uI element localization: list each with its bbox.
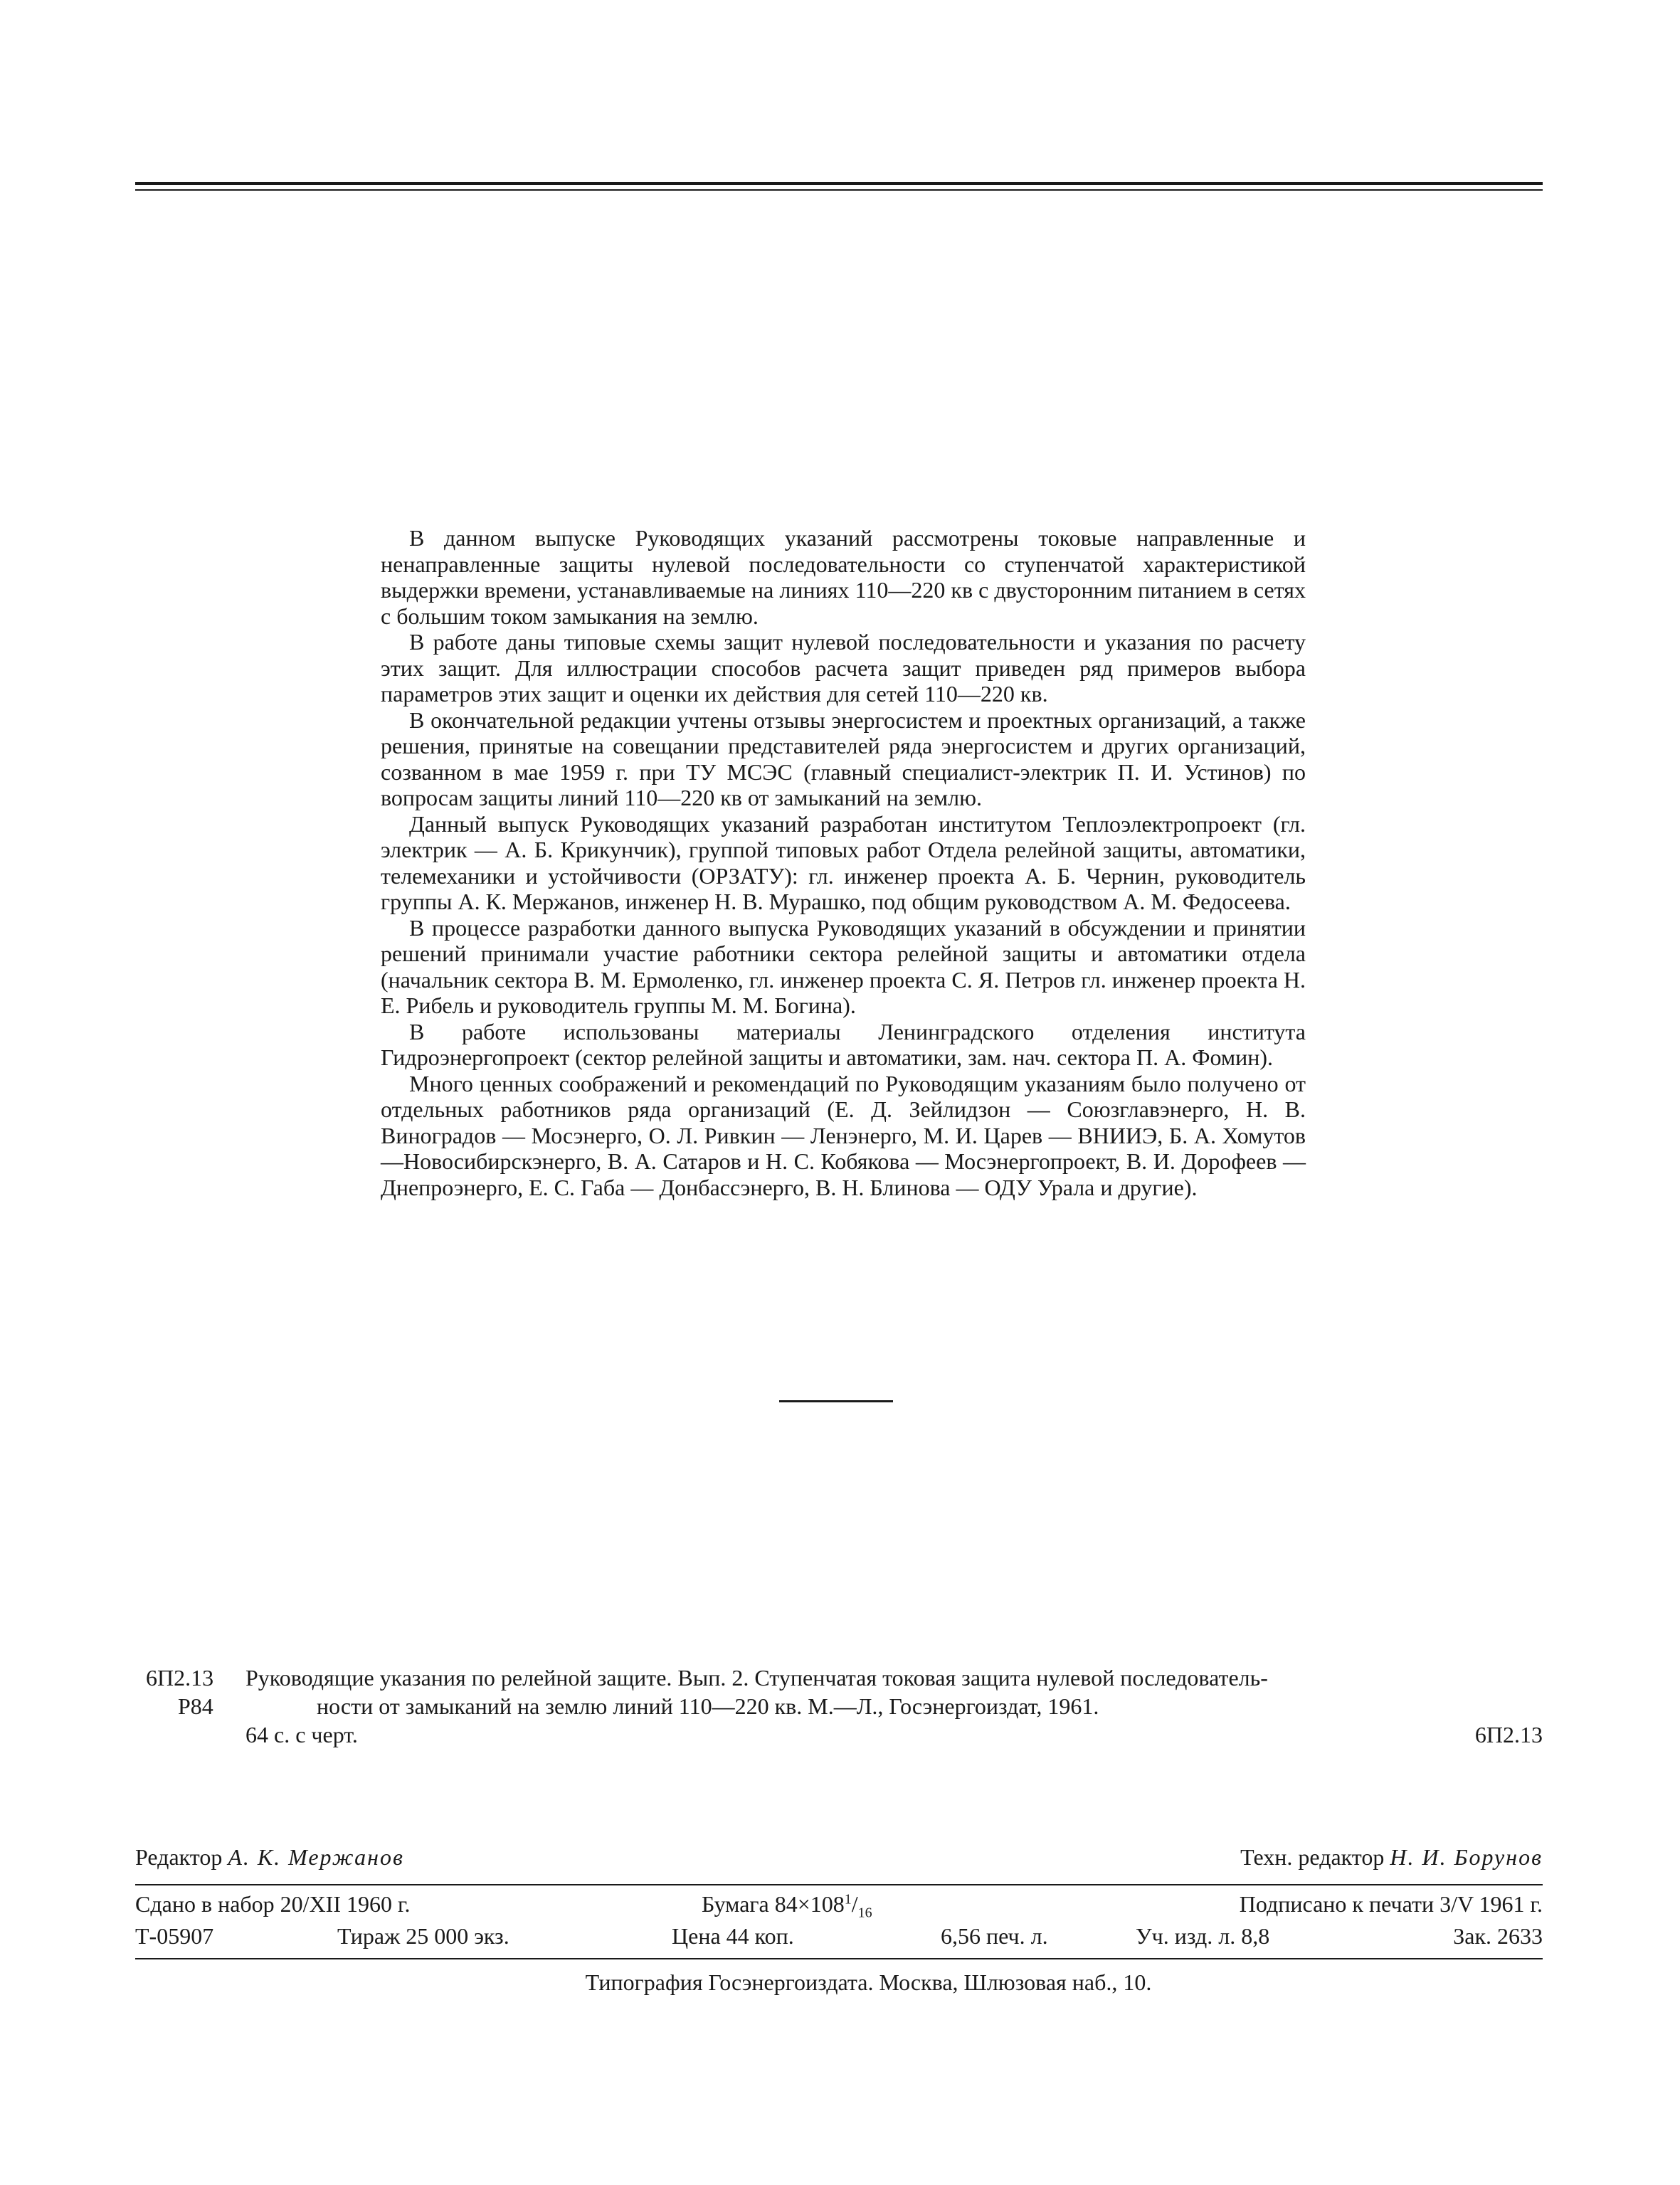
preface-paragraph-5: В процессе разработки данного выпуска Руководящих указаний в обсуждении и принятии решений принимали участие работники сектора релейной защиты и автоматики отдела (начальник сектора В. М. Ермоленко, гл. инженер проекта С. Я. Петров гл. инженер проекта Н. Е. Рибель и руководитель группы М. М. Богина). <box>381 914 1306 1018</box>
editors-line <box>135 1844 1543 1875</box>
paper-sup: 1 <box>844 1891 852 1908</box>
paper-times: × <box>797 1891 810 1917</box>
preface-paragraph-4: Данный выпуск Руководящих указаний разработан институтом Теплоэлектропроект (гл. электрик — А. Б. Крикунчик), группой типовых работ Отдела релейной защиты, автоматики, телемеханики и устойчивости (ОРЗАТУ): гл. инженер проекта А. Б. Чернин, руководитель группы А. К. Мержанов, инженер Н. В. Мурашко, под общим руководством А. М. Федосеева. <box>381 810 1306 914</box>
publisher-sheets: Уч. изд. л. 8,8 <box>1136 1923 1270 1949</box>
top-rule-thin <box>135 189 1543 191</box>
tech-editor-label: Техн. редактор <box>1240 1844 1385 1870</box>
sent-to-typeset: Сдано в набор 20/XII 1960 г. <box>135 1891 411 1917</box>
card-class-code-right: 6П2.13 <box>1474 1722 1543 1747</box>
card-line-3: 64 с. с черт. <box>245 1722 358 1747</box>
card-body <box>245 1663 1543 1749</box>
imprint-rule-top <box>135 1884 1543 1885</box>
printed-sheets: 6,56 печ. л. <box>941 1923 1048 1949</box>
preface-paragraph-6: В работе использованы материалы Ленинградского отделения института Гидроэнергопроект (сектор релейной защиты и автоматики, зам. нач. сектора П. А. Фомин). <box>381 1018 1306 1070</box>
preface-paragraph-3: В окончательной редакции учтены отзывы энергосистем и проектных организаций, а также решения, принятые на совещании представителей ряда энергосистем и других организаций, созванном в мае 1959 г. при ТУ МСЭС (главный специалист-электрик П. И. Устинов) по вопросам защиты линий 110—220 кв от замыканий на землю. <box>381 707 1306 810</box>
paper-prefix: Бумага 84 <box>702 1891 798 1917</box>
preface-paragraph-2: В работе даны типовые схемы защит нулевой последовательности и указания по расчету этих защит. Для иллюстрации способов расчета защит приведен ряд примеров выбора параметров этих защит и оценки их действия для сетей 110—220 кв. <box>381 629 1306 707</box>
preface-paragraph-7: Много ценных соображений и рекомендаций по Руководящим указаниям было получено от отдельных работников ряда организаций (Е. Д. Зейлидзон — Союзглавэнерго, Н. В. Виноградов — Мосэнерго, О. Л. Ривкин — Ленэнерго, М. И. Царев — ВНИИЭ, Б. А. Хомутов—Новосибирскэнерго, В. А. Сатаров и Н. С. Кобякова — Мосэнергопроект, В. И. Дорофеев — Днепроэнерго, Е. С. Габа — Донбассэнерго, В. Н. Блинова — ОДУ Урала и другие). <box>381 1070 1306 1200</box>
preface-paragraph-1: В данном выпуске Руководящих указаний рассмотрены токовые направленные и ненаправленные защиты нулевой последовательности со ступенчатой характеристикой выдержки времени, устанавливаемые на линиях 110—220 кв с двусторонним питанием в сетях с большим током замыкания на землю. <box>381 525 1306 629</box>
top-rule-thick <box>135 182 1543 185</box>
card-class-code: 6П2.13 <box>146 1665 214 1691</box>
imprint-row-1 <box>135 1891 1543 1920</box>
tech-editor-name: Н. И. Борунов <box>1390 1844 1543 1870</box>
order-code: Т-05907 <box>135 1923 214 1949</box>
editor-label: Редактор <box>135 1844 223 1870</box>
card-line-1: Руководящие указания по релейной защите. Вып. 2. Ступенчатая токовая защита нулевой последователь- <box>245 1665 1268 1691</box>
editor-name: А. К. Мержанов <box>228 1844 404 1870</box>
paper-sub: 16 <box>857 1905 872 1921</box>
tech-editor <box>1240 1844 1543 1871</box>
signed-to-print: Подписано к печати 3/V 1961 г. <box>1239 1891 1543 1917</box>
section-divider <box>779 1400 893 1402</box>
paper-mid: 108 <box>810 1891 845 1917</box>
card-author-code: Р84 <box>178 1693 213 1719</box>
printer-line: Типография Госэнергоиздата. Москва, Шлюзовая наб., 10. <box>585 1969 1152 1995</box>
imprint-rule-bottom <box>135 1958 1543 1959</box>
card-codes <box>146 1663 238 1720</box>
order-number: Зак. 2633 <box>1453 1923 1543 1949</box>
preface <box>381 525 1306 1200</box>
card-line-2: ности от замыканий на землю линий 110—220 кв. М.—Л., Госэнергоиздат, 1961. <box>317 1693 1099 1719</box>
paper-format: Бумага $84\times 108^1/_{16}$ <box>702 1891 872 1921</box>
imprint-row-2 <box>135 1923 1543 1952</box>
editor <box>135 1844 404 1871</box>
price: Цена 44 коп. <box>672 1923 794 1949</box>
print-run: Тираж 25 000 экз. <box>337 1923 509 1949</box>
